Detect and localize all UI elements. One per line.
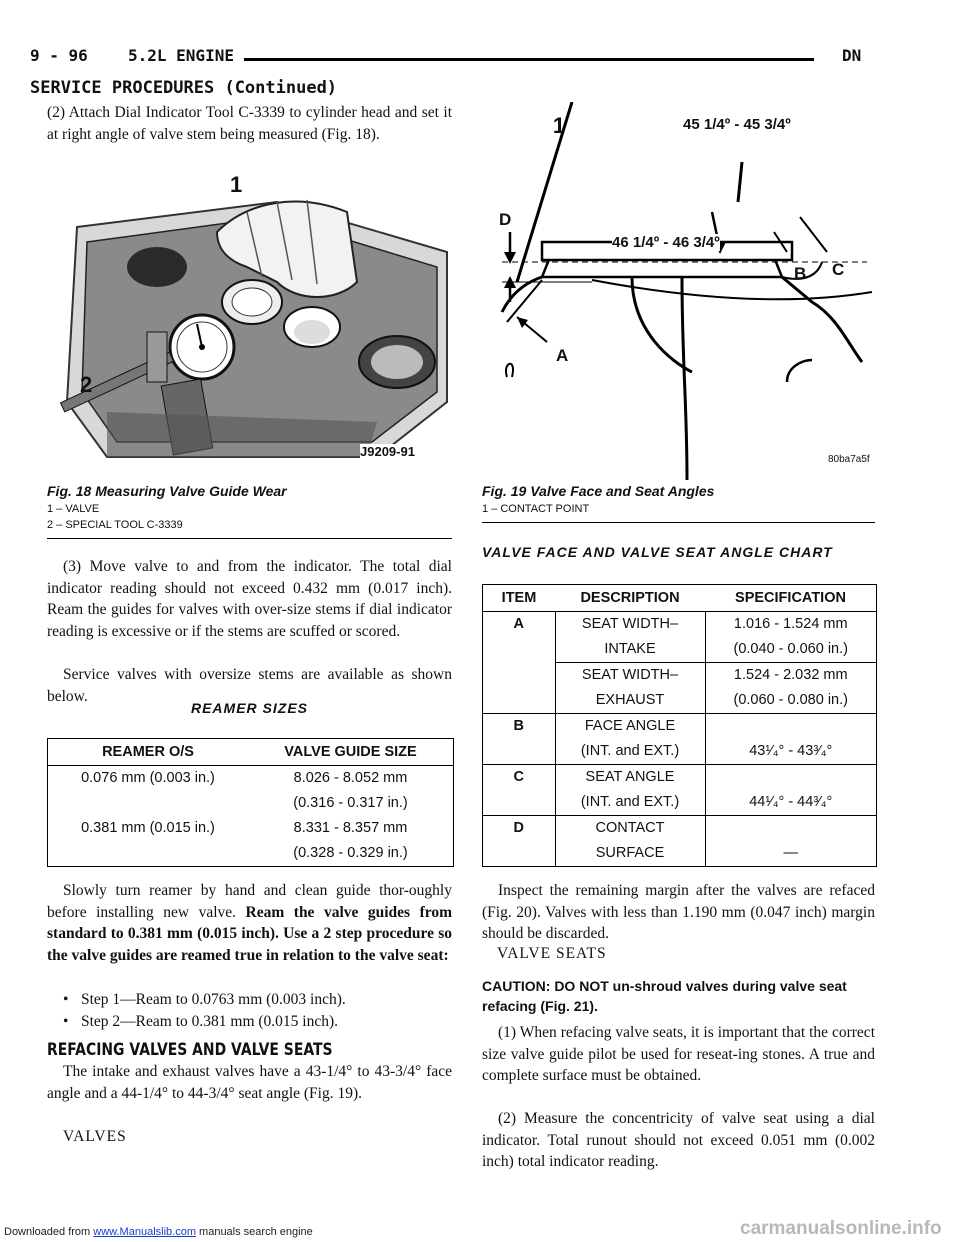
table-row bbox=[48, 816, 453, 866]
running-section: 5.2L ENGINE bbox=[128, 46, 234, 65]
table-row bbox=[483, 714, 876, 765]
fig18-legend-2: 2 – SPECIAL TOOL C-3339 bbox=[47, 519, 183, 531]
reamer-header-size: VALVE GUIDE SIZE bbox=[248, 739, 453, 766]
fig19-callout-1: 1 bbox=[552, 113, 566, 138]
angle-header-desc: DESCRIPTION bbox=[555, 585, 705, 612]
reamer-header-os: REAMER O/S bbox=[48, 739, 248, 766]
desc-line: SURFACE bbox=[595, 845, 665, 861]
desc-line: SEAT WIDTH– bbox=[581, 616, 679, 632]
spec-line bbox=[706, 816, 877, 841]
paragraph-seat-2: (2) Measure the concentricity of valve seat using a dial indicator. Total runout should not exceed 0.051 mm (0.002 inch) total indicator reading. bbox=[482, 1110, 875, 1171]
spec-line: (0.040 - 0.060 in.) bbox=[706, 637, 877, 663]
desc-line: SEAT WIDTH– bbox=[581, 667, 679, 683]
item-letter: B bbox=[513, 718, 524, 734]
table-row bbox=[483, 765, 876, 816]
bullet-text: Step 2—Ream to 0.381 mm (0.015 inch). bbox=[81, 1013, 339, 1030]
desc-line: SEAT ANGLE bbox=[585, 769, 675, 785]
turn-reamer-plain: Slowly turn reamer by hand and clean guide thor-oughly before installing new valve. bbox=[47, 882, 452, 921]
download-prefix: Downloaded from bbox=[4, 1226, 94, 1238]
bullet-text: Step 1—Ream to 0.0763 mm (0.003 inch). bbox=[81, 991, 346, 1008]
fig18-legend-1: 1 – VALVE bbox=[47, 503, 100, 515]
fig19-label-b: B bbox=[794, 264, 807, 283]
fig19-title: Fig. 19 Valve Face and Seat Angles bbox=[482, 483, 715, 499]
download-bar bbox=[4, 1226, 313, 1238]
bullet-step-2: • Step 2—Ream to 0.381 mm (0.015 inch). bbox=[63, 1013, 339, 1030]
paragraph-refacing: The intake and exhaust valves have a 43-1/4° to 43-3/4° face angle and a 44-1/4° to 44-3/4° seat angle (Fig. 19). bbox=[47, 1063, 452, 1102]
desc-line: EXHAUST bbox=[595, 692, 665, 708]
paragraph-turn-reamer bbox=[47, 880, 452, 966]
desc-line: CONTACT bbox=[595, 820, 665, 836]
valve-seats-label: VALVE SEATS bbox=[497, 945, 607, 962]
reamer-os: 0.381 mm (0.015 in.) bbox=[81, 820, 215, 836]
fig18-code: J9209-91 bbox=[360, 444, 415, 459]
paragraph-seat-1: (1) When refacing valve seats, it is important that the correct size valve guide pilot be used for reseat-ing stones. A true and complete surface must be obtained. bbox=[482, 1024, 875, 1085]
turn-reamer-bold: Ream the valve guides from standard to 0.381 mm (0.015 inch). Use a 2 step procedure so the valve guides are reamed true in relation to the valve seat: bbox=[47, 903, 453, 964]
reamer-size-in: (0.328 - 0.329 in.) bbox=[293, 845, 408, 861]
spec-line bbox=[706, 765, 877, 790]
reamer-size-mm: 8.026 - 8.052 mm bbox=[293, 770, 408, 786]
manualslib-link[interactable]: www.Manualslib.com bbox=[93, 1226, 196, 1238]
fig19-top-angle: 45 1/4º - 45 3/4º bbox=[683, 116, 791, 133]
reamer-table-title: REAMER SIZES bbox=[190, 700, 308, 716]
angle-table-title: VALVE FACE AND VALVE SEAT ANGLE CHART bbox=[482, 544, 833, 560]
desc-line: INTAKE bbox=[556, 637, 705, 663]
reamer-size-mm: 8.331 - 8.357 mm bbox=[293, 820, 408, 836]
reamer-table bbox=[47, 738, 454, 867]
paragraph-step-2: (2) Attach Dial Indicator Tool C-3339 to cylinder head and set it at right angle of valve stem being measured (Fig. 18). bbox=[47, 104, 452, 143]
table-row bbox=[48, 766, 453, 817]
download-suffix: manuals search engine bbox=[195, 1226, 313, 1238]
table-row bbox=[483, 816, 876, 867]
section-title: SERVICE PROCEDURES (Continued) bbox=[30, 78, 338, 98]
paragraph-inspect: Inspect the remaining margin after the valves are refaced (Fig. 20). Valves with less than 1.190 mm (0.047 inch) margin should be discarded. bbox=[482, 882, 875, 943]
manual-code: DN bbox=[842, 46, 862, 65]
fig19-label-d: D bbox=[499, 210, 512, 229]
header-rule bbox=[244, 58, 814, 61]
paragraph-service-valves: Service valves with oversize stems are available as shown below. bbox=[47, 666, 452, 705]
paragraph-step-3: (3) Move valve to and from the indicator. The total dial indicator reading should not exceed 0.432 mm (0.017 inch). Ream the guides for valves with over-size stems if dial indicator reading is excessive or if the stems are scuffed or scored. bbox=[47, 558, 452, 640]
angle-header-spec: SPECIFICATION bbox=[705, 585, 876, 612]
item-letter: A bbox=[513, 616, 524, 632]
fig19-label-a: A bbox=[556, 346, 569, 365]
fig19-rule bbox=[482, 522, 875, 523]
spec-line: 1.016 - 1.524 mm bbox=[733, 616, 848, 632]
bullet-step-1: • Step 1—Ream to 0.0763 mm (0.003 inch). bbox=[63, 991, 346, 1008]
angle-header-item: ITEM bbox=[483, 585, 555, 612]
fig19-code: 80ba7a5f bbox=[828, 454, 870, 465]
spec-line: — bbox=[783, 845, 798, 861]
spec-line: 43¹⁄₄° - 43³⁄₄° bbox=[749, 743, 833, 759]
fig19-label-c: C bbox=[832, 260, 845, 279]
desc-line: FACE ANGLE bbox=[584, 718, 676, 734]
fig18-rule bbox=[47, 538, 452, 539]
desc-line: (INT. and EXT.) bbox=[580, 794, 680, 810]
item-letter: C bbox=[513, 769, 524, 785]
spec-line: 44¹⁄₄° - 44³⁄₄° bbox=[749, 794, 833, 810]
caution-text: CAUTION: DO NOT un-shroud valves during valve seat refacing (Fig. 21). bbox=[482, 978, 847, 1014]
spec-line: 1.524 - 2.032 mm bbox=[733, 667, 848, 683]
valves-label: VALVES bbox=[63, 1128, 127, 1145]
spec-line: (0.060 - 0.080 in.) bbox=[733, 692, 848, 708]
item-letter: D bbox=[513, 820, 524, 836]
reamer-size-in: (0.316 - 0.317 in.) bbox=[293, 795, 408, 811]
desc-line: (INT. and EXT.) bbox=[580, 743, 680, 759]
watermark: carmanualsonline.info bbox=[740, 1218, 942, 1239]
table-row bbox=[483, 612, 876, 714]
page-number: 9 - 96 bbox=[30, 46, 88, 65]
refacing-heading: REFACING VALVES AND VALVE SEATS bbox=[47, 1040, 333, 1060]
fig19-mid-angle: 46 1/4º - 46 3/4º bbox=[612, 234, 720, 251]
spec-line bbox=[706, 714, 877, 739]
angle-table bbox=[482, 584, 877, 867]
reamer-os: 0.076 mm (0.003 in.) bbox=[81, 770, 215, 786]
fig19-legend-1: 1 – CONTACT POINT bbox=[482, 503, 590, 515]
fig18-callout-1: 1 bbox=[230, 172, 243, 197]
fig19-illustration bbox=[482, 102, 875, 480]
fig18-callout-2: 2 bbox=[80, 372, 93, 397]
fig18-illustration bbox=[47, 172, 452, 474]
fig18-title: Fig. 18 Measuring Valve Guide Wear bbox=[47, 483, 287, 499]
